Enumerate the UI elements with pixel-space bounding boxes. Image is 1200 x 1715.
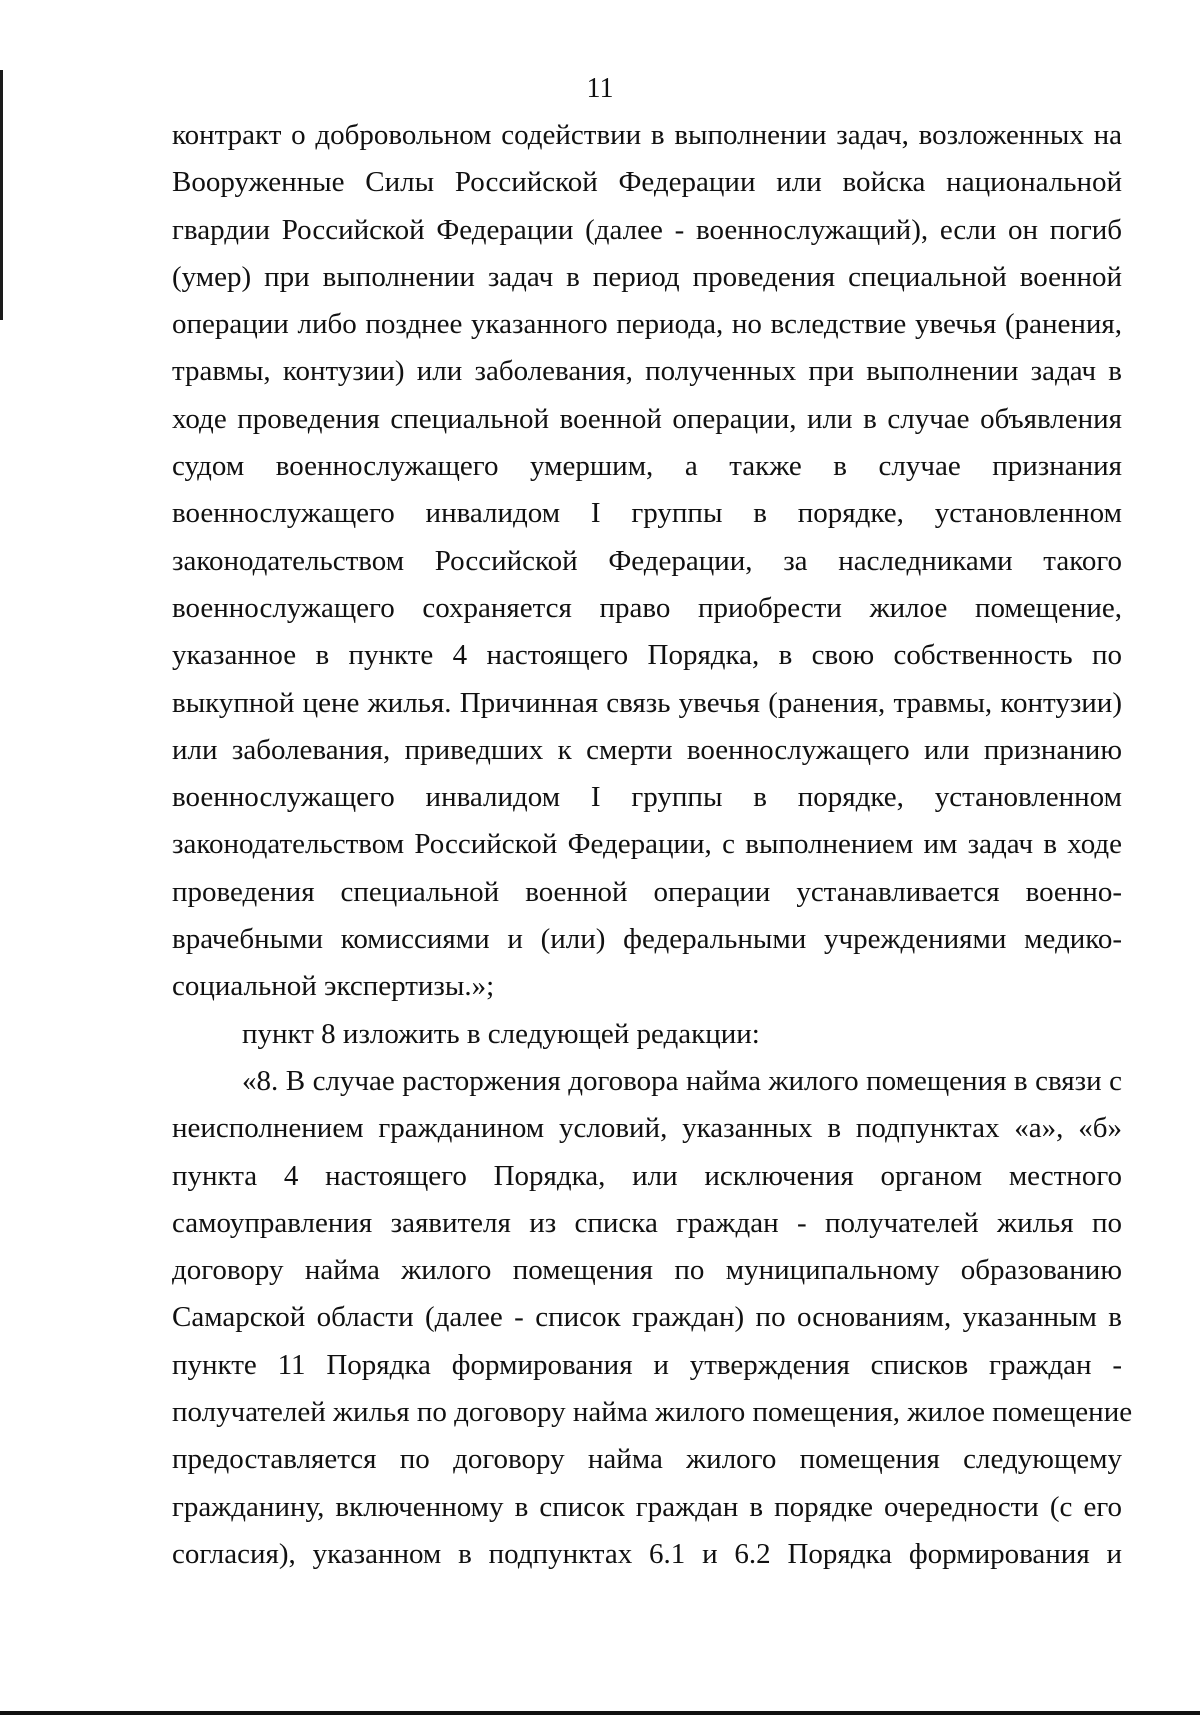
text-line: социальной экспертизы.»;: [172, 970, 495, 1003]
text-line: самоуправления заявителя из списка граждан - получателей жилья по: [172, 1206, 1122, 1239]
text-line: или заболевания, приведших к смерти военнослужащего или признанию: [172, 733, 1122, 766]
text-line: получателей жилья по договору найма жилого помещения, жилое помещение: [172, 1396, 1133, 1429]
text-line: указанное в пункте 4 настоящего Порядка, в свою собственность по: [172, 639, 1122, 672]
text-line: гражданину, включенному в список граждан в порядке очередности (с его: [172, 1490, 1122, 1523]
text-line: неисполнением гражданином условий, указанных в подпунктах «а», «б»: [172, 1112, 1122, 1145]
text-line: договору найма жилого помещения по муниципальному образованию: [172, 1254, 1122, 1287]
text-line: судом военнослужащего умершим, а также в случае признания: [172, 450, 1122, 483]
text-line: Самарской области (далее - список граждан) по основаниям, указанным в: [172, 1301, 1122, 1334]
text-line: ходе проведения специальной военной операции, или в случае объявления: [172, 402, 1122, 435]
text-line: проведения специальной военной операции устанавливается военно-: [172, 875, 1122, 908]
page-number: 11: [586, 73, 614, 104]
text-line: законодательством Российской Федерации, с выполнением им задач в ходе: [172, 828, 1122, 861]
text-line: военнослужащего сохраняется право приобрести жилое помещение,: [172, 591, 1122, 624]
text-line: операции либо позднее указанного периода, но вследствие увечья (ранения,: [172, 308, 1122, 341]
text-line: военнослужащего инвалидом I группы в порядке, установленном: [172, 781, 1122, 814]
text-line: законодательством Российской Федерации, за наследниками такого: [172, 544, 1122, 577]
text-line: «8. В случае расторжения договора найма жилого помещения в связи с: [242, 1064, 1122, 1097]
text-line: гвардии Российской Федерации (далее - военнослужащий), если он погиб: [172, 213, 1122, 246]
text-line: Вооруженные Силы Российской Федерации или войска национальной: [172, 166, 1122, 199]
text-line: согласия), указанном в подпунктах 6.1 и 6.2 Порядка формирования и: [172, 1537, 1122, 1570]
text-line: травмы, контузии) или заболевания, полученных при выполнении задач в: [172, 355, 1122, 388]
text-line: контракт о добровольном содействии в выполнении задач, возложенных на: [172, 119, 1122, 151]
document-body: [172, 112, 1133, 1578]
scan-edge-left: [0, 70, 3, 320]
text-line: (умер) при выполнении задач в период проведения специальной военной: [172, 260, 1122, 293]
text-line: предоставляется по договору найма жилого помещения следующему: [172, 1443, 1122, 1476]
text-line: выкупной цене жилья. Причинная связь увечья (ранения, травмы, контузии): [172, 686, 1122, 719]
text-line: пункта 4 настоящего Порядка, или исключения органом местного: [172, 1159, 1122, 1192]
text-line: пункт 8 изложить в следующей редакции:: [242, 1017, 760, 1050]
scan-edge-bottom: [0, 1711, 1200, 1715]
text-line: пункте 11 Порядка формирования и утверждения списков граждан -: [172, 1348, 1122, 1381]
text-line: военнослужащего инвалидом I группы в порядке, установленном: [172, 497, 1122, 530]
text-line: врачебными комиссиями и (или) федеральными учреждениями медико-: [172, 923, 1122, 956]
